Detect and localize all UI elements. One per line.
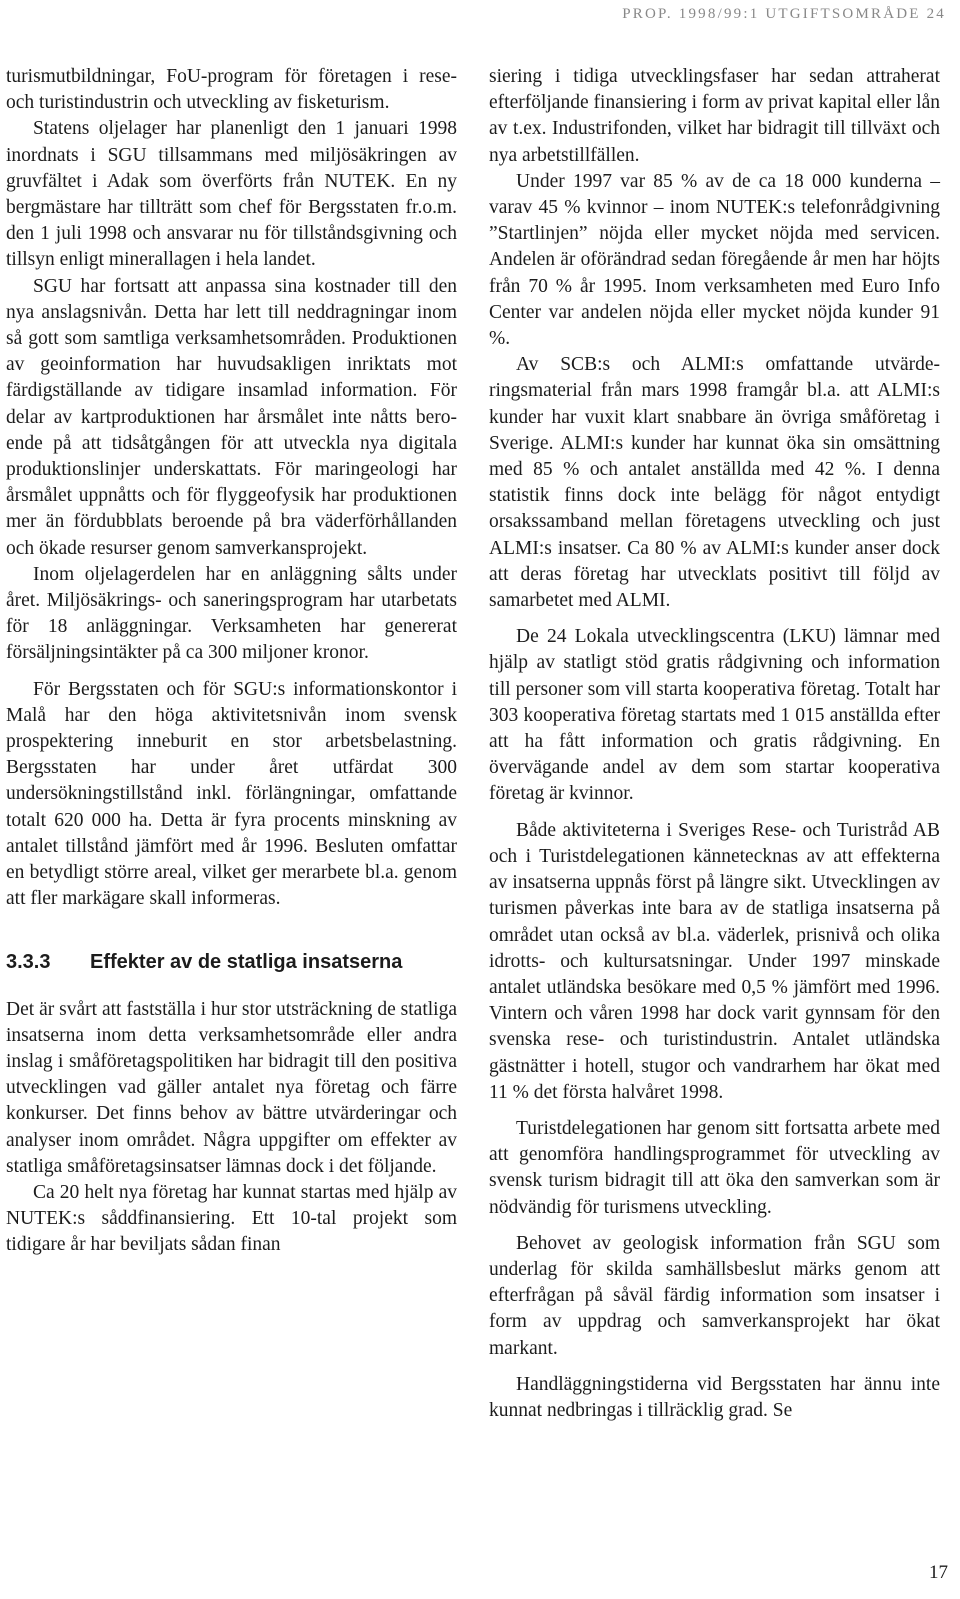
right-column xyxy=(489,64,940,1424)
paragraph: Statens oljelager har planenligt den 1 januari 1998 inordnats i SGU tillsammans med miljösäkringen av gruvfältet i Adak som överförts från NUTEK. En ny bergmästare har tillträtt som chef för Bergsstaten fr.o.m. den 1 juli 1998 och ansvarar nu för tillståndsgivning och tillsyn enligt minerallagen i hela landet. xyxy=(6,118,457,271)
paragraph: SGU har fortsatt att anpassa sina kostnader till den nya anslagsnivån. Detta har lett till neddragningar inom så gott som samtliga verksamhetsområden. Produktionen av geoinformation har huvudsakligen inriktats mot färdigställande av tidigare insamlad information. För delar av kartproduktionen har årsmålet inte nåtts beroende på att tidsåtgången för att utveckla nya digitala produktionslinjer underskattats. För maringeologi har årsmålet uppnåtts och för flyggeofysik har produktionen mer än fördubblats beroende på bra väderförhållanden och ökade resurser genom samverkansprojekt. xyxy=(6,275,457,559)
paragraph: Turistdelegationen har genom sitt fortsatta arbete med att genomföra handlingsprogrammet för utveckling av svensk turism bidragit till att öka den samverkan som är nödvändig för turismens utveckling. xyxy=(489,1117,940,1218)
section-title: Effekter av de statliga insatserna xyxy=(90,950,403,973)
paragraph: Både aktiviteterna i Sveriges Rese- och Turistråd AB och i Turistdelegationen kännetecknas av att effekterna av insatserna uppnås först på längre sikt. Utvecklingen av turismen påverkas inte bara av de statliga insatserna på området utan också av bl.a. väderlek, prisnivå och olika idrotts- och kultursatsningar. Under 1997 minskade antalet utländska besökare med 0,5 % jämfört med 1996. Vintern och våren 1998 har dock varit gynnsam för den svenska rese- och turistindustrin. Antalet utländska gästnätter i hotell, stugor och vandrarhem har ökat med 11 % det första halvåret 1998. xyxy=(489,819,940,1103)
paragraph: Under 1997 var 85 % av de ca 18 000 kunderna – varav 45 % kvinnor – inom NUTEK:s telefonrådgivning ”Startlinjen” nöjda eller mycket nöjda med servicen. Andelen är oförändrad sedan föregående år men har höjts från 70 % år 1995. Inom verksamheten med Euro Info Center var andelen nöjda eller mycket nöjda kunder 91 %. xyxy=(489,170,940,350)
section-heading xyxy=(6,949,457,975)
paragraph: De 24 Lokala utvecklingscentra (LKU) lämnar med hjälp av statligt stöd gratis rådgivning och information till personer som vill starta kooperativa företag. Totalt har 303 kooperativa företag startats med 1 015 anställda efter att ha fått information och gratis rådgivning. En övervägande andel av dem som startar kooperativa företag är kvinnor. xyxy=(489,626,940,805)
paragraph: För Bergsstaten och för SGU:s informationskontor i Malå har den höga aktivitetsnivån inom svensk prospektering inneburit en stor arbetsbelastning. Bergsstaten har under året utfärdat 300 undersökningstillstånd inkl. förlängningar, omfattande totalt 620 000 ha. Detta är fyra procents minskning av antalet tillstånd jämfört med år 1996. Besluten omfattar en betydligt större areal, vilket ger merarbete bl.a. genom att fler markägare skall informeras. xyxy=(6,678,457,910)
paragraph: Behovet av geologisk information från SGU som underlag för skilda samhällsbeslut märks genom att efterfrågan på såväl färdig information som insatser i form av uppdrag och samverkansprojekt har ökat markant. xyxy=(489,1232,940,1359)
section-number: 3.3.3 xyxy=(6,950,51,973)
paragraph: Ca 20 helt nya företag har kunnat startas med hjälp av NUTEK:s såddfinansiering. Ett 10-tal projekt som tidigare år har beviljats sådan finan xyxy=(6,1181,457,1256)
paragraph: Av SCB:s och ALMI:s omfattande utvärderingsmaterial från mars 1998 framgår bl.a. att ALMI:s kunder har vuxit klart snabbare än övriga småföretag i Sverige. ALMI:s kunder har kunnat öka sin omsättning med 85 % och antalet anställda med 42 %. I denna statistik finns dock inte belägg för något entydigt orsakssamband mellan företagens utveckling och just ALMI:s insatser. Ca 80 % av ALMI:s kunder anser dock att deras företag har utvecklats positivt till följd av samarbetet med ALMI. xyxy=(489,354,940,612)
paragraph: Inom oljelagerdelen har en anläggning sålts under året. Miljösäkrings- och saneringsprogram har utarbetats för 18 anläggningar. Verksamheten har genererat försäljningsintäkter på ca 300 miljoner kronor. xyxy=(6,563,457,664)
paragraph: Det är svårt att fastställa i hur stor utsträckning de statliga insatserna inom detta verksamhetsområde eller andra inslag i småföretagspolitiken har bidragit till den positiva utvecklingen vad gäller antalet nya företag och färre konkurser. Det finns behov av bättre utvärderingar och analyser inom området. Några uppgifter om effekter av statliga småföretagsinsatser lämnas dock i det följande. xyxy=(6,998,457,1177)
paragraph: turismutbildningar, FoU-program för företagen i rese- och turistindustrin och utveckling av fisketurism. xyxy=(6,66,457,114)
paragraph: Handläggningstiderna vid Bergsstaten har ännu inte kunnat nedbringas i tillräcklig grad. Se xyxy=(489,1373,940,1421)
page-number: 17 xyxy=(929,1562,948,1583)
paragraph: siering i tidiga utvecklingsfaser har sedan attraherat efterföljande finansiering i form av privat kapital eller lån av t.ex. Industrifonden, vilket har bidragit till tillväxt och nya arbetstillfällen. xyxy=(489,66,940,166)
running-header: PROP. 1998/99:1 UTGIFTSOMRÅDE 24 xyxy=(622,6,946,22)
left-column xyxy=(6,64,457,1259)
